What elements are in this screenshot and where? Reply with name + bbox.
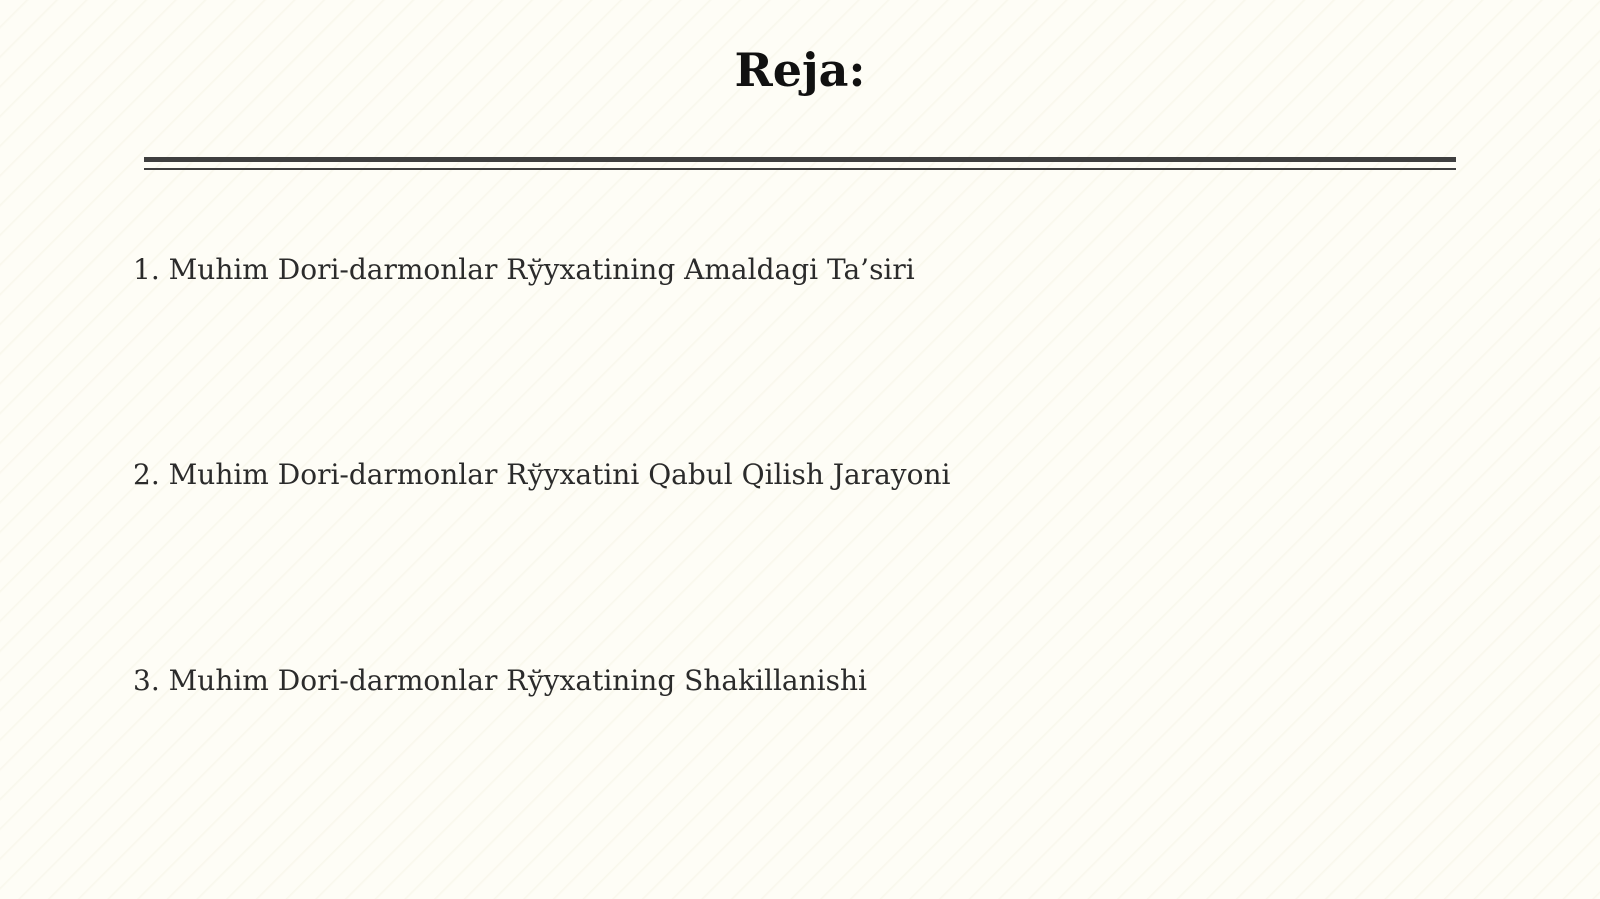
slide-title: Reja: [734,43,866,97]
plan-item-1: 1. Muhim Dori-darmonlar Rўyxatining Amaldagi Ta’siri [133,253,915,286]
title-divider-thick [144,157,1456,162]
plan-item-3: 3. Muhim Dori-darmonlar Rўyxatining Shakillanishi [133,664,867,697]
title-divider-thin [144,168,1456,170]
plan-item-2: 2. Muhim Dori-darmonlar Rўyxatini Qabul Qilish Jarayoni [133,458,951,491]
